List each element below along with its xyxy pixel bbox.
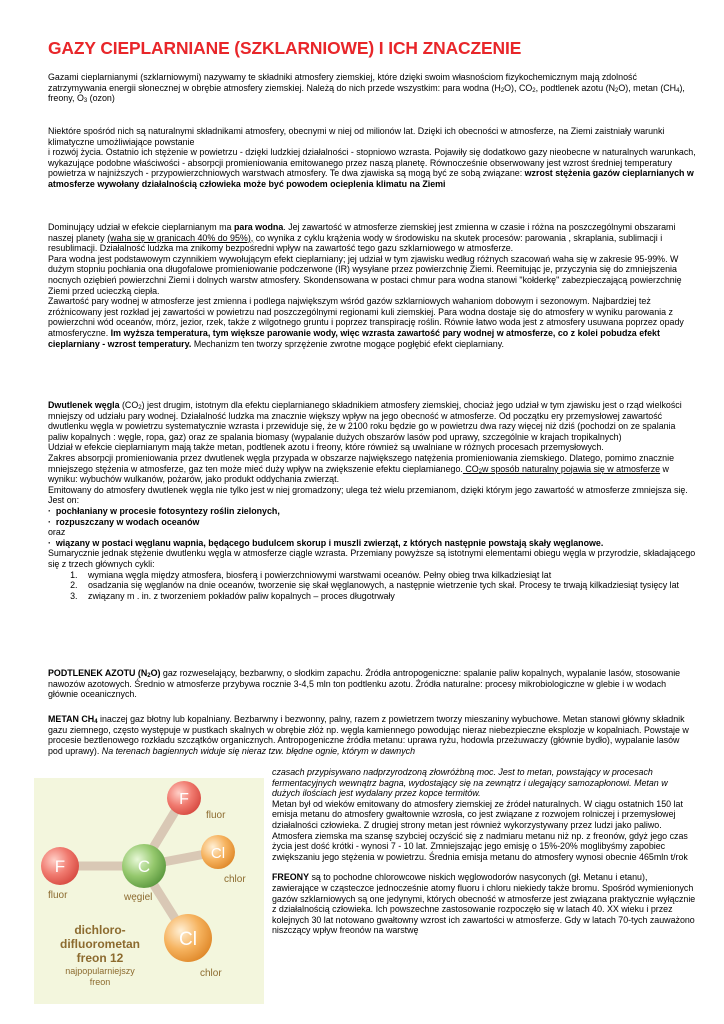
list-item: · rozpuszczany w wodach oceanów xyxy=(48,516,200,527)
atom-label: Cl xyxy=(179,929,197,950)
compound-name: difluorometan xyxy=(60,937,140,951)
chlor-label-mid: chlor xyxy=(224,874,246,885)
fluor-label-left: fluor xyxy=(48,890,68,901)
compound-caption: najpopularniejszy xyxy=(65,966,135,976)
compound-name: dichloro- xyxy=(74,923,126,937)
page-title: GAZY CIEPLARNIANE (SZKLARNIOWE) I ICH ZNACZENIE xyxy=(48,38,522,58)
fluor-label-top: fluor xyxy=(206,810,226,821)
intro-paragraph: Gazami cieplarnianymi (szklarniowymi) nazywamy te składniki atmosfery ziemskiej, które dzięki swoim własnościom fizykochemicznym mają zdolność zatrzymywania energii słonecznej w obrębie atmosfery ziemskiej. Należą do nich przede wszystkim: para wodna $(H_2O)$, $CO_2$, podtlenek azotu $(N_2O)$, metan $(CH_4)$, freony, $O_3$ (ozon) xyxy=(48,72,685,105)
water-vapour-section: Dominujący udział w efekcie cieplarnianym ma para wodna. Jej zawartość w atmosferze ziemskiej jest zmienna w czasie i różna na poszczególnymi obszarami naszej planety (waha się w granicach 40% do 95%), co wynika z cyklu krążenia wody w środowisku na skutek procesów: parowania , skraplania, sublimacji i resublimacji. Działalność ludzka ma znikomy bezpośredni wpływ na zawartość tego gazu szklarniowego w atmosferze. Para wodna jest podstawowym czynnikiem wywołującym efekt cieplarniany; jej udział w tym zjawisku według różnych szacowań waha się w zakresie 95-99%. W dużym stopniu pochłania ona długofalowe promieniowanie podczerwone (IR) wysyłane przez powierzchnię Ziemi. Reemitując je, przyczynia się do zmniejszenia nocnych oziębień powierzchni Ziemi i dolnych warstw atmosfery. Skondensowana w postaci chmur para wodna stanowi "kołderkę" zabezpieczającą powierzchnię Ziemi przed ucieczką ciepła. Zawartość pary wodnej w atmosferze jest zmienna i podlega największym wśród gazów szklarniowych wahaniom dobowym i sezonowym. Najbardziej też zróżnicowany jest rozkład jej zawartości w powietrzu nad poszczególnymi regionami kuli ziemskiej. Para wodna dostaje się do atmosfery w wyniku parowania z powierzchni wód oceanów, mórz, jezior, rzek, także z wilgotnego gruntu i poprzez transpirację roślin. Równie łatwo woda jest z atmosfery usuwana poprzez opady atmosferyczne. Im wyższa temperatura, tym większe parowanie wody, więc wzrasta zawartość pary wodnej w atmosferze, co z kolei pobudza efekt cieplarniany - wzrost temperatury. Mechanizm ten tworzy sprzężenie zwrotne mogące pogłębić efekt cieplarniany. xyxy=(48,222,684,349)
methane-section: METAN $CH_4$ inaczej gaz błotny lub kopalniany. Bezbarwny i bezwonny, palny, razem z powietrzem tworzy mieszaniny wybuchowe. Metan stanowi główny składnik gazu ziemnego, często występuje w pustkach skalnych w obrębie złóż np. węgla kamiennego powodując nieraz niebezpieczne eksplozje w kopalniach. Powstaje w procesie beztlenowego rozkładu szczątków organicznych. Antropogeniczne źródła metanu: uprawa ryżu, hodowla przeżuwaczy (głównie bydło), wypalanie lasów pod uprawy). Na terenach bagiennych widuje się nieraz tzw. błędne ognie, którym w dawnych xyxy=(48,714,689,756)
natural-components-paragraph: Niektóre spośród nich są naturalnymi składnikami atmosfery, obecnymi w niej od milionów lat. Dzięki ich obecności w atmosferze, na Ziemi zaistniały warunki klimatyczne umożliwiające powstanie i rozwój życia. Ostatnio ich stężenie w powietrzu - dzięki ludzkiej działalności - stopniowo wzrasta. Pojawiły się dodatkowo gazy nieobecne w naturalnych warunkach, wykazujące podobne właściwości - absorpcji promieniowania emitowanego przez naszą planetę. Równocześnie obserwowany jest wzrost średniej temperatury powietrza w najniższych - przypowierzchniowych warstwach atmosfery. Te dwa zjawiska są mogą być ze sobą związane: wzrost stężenia gazów cieplarnianych w atmosferze wywołany działalnością człowieka może być powodem ocieplenia klimatu na Ziemi xyxy=(48,126,696,189)
list-item: 2. osadzania się węglanów na dnie oceanów, tworzenie się skał węglanowych, a następnie wietrzenie tych skał. Procesy te trwają kilkadziesiąt tysięcy lat xyxy=(80,580,696,591)
carbon-cycles-list xyxy=(48,570,696,602)
list-item: 3. związany m . in. z tworzeniem pokładów paliw kopalnych – proces długotrwały xyxy=(80,591,696,602)
n2o-section: PODTLENEK AZOTU $(N_2O)$ gaz rozweselający, bezbarwny, o słodkim zapachu. Źródła antropogeniczne: spalanie paliw kopalnych, wypalanie lasów, stosowanie nawozów azotowych. Średnio w atmosferze przybywa rocznie 3-4,5 mln ton podtlenku azotu. Źródła naturalne: procesy mikrobiologiczne w glebie i w wodach głównie oceanicznych. xyxy=(48,668,681,700)
list-item: · pochłaniany w procesie fotosyntezy roślin zielonych, xyxy=(48,505,280,516)
compound-caption: freon xyxy=(89,977,111,987)
chlor-label-bottom: chlor xyxy=(200,968,222,979)
methane-continued: czasach przypisywano nadprzyrodzoną złowróżbną moc. Jest to metan, powstający w procesach fermentacyjnych wewnątrz bagna, wydostający się na zewnątrz i ulegający samozapłonowi. Metan w dużych ilościach jest wydalany przez kopce termitów. Metan był od wieków emitowany do atmosfery ziemskiej ze źródeł naturalnych. W ciągu ostatnich 150 lat emisja metanu do atmosfery gwałtownie wzrosła, co jest związane z rozwojem rolniczej i przemysłowej działalności człowieka. Z drugiej strony metan jest również wykorzystywany przez ludzi jako paliwo. Atmosfera ziemska ma szansę szybciej oczyścić się z nadmiaru metanu niż np. z freonów, gdyż jego czas życia jest dość krótki - wynosi 7 - 10 lat. Zmniejszając jego emisję o 15%-20% moglibyśmy zapobiec zwiększaniu jego stężenia w powietrzu. Średnia emisja metanu do atmosfery wynosi obecnie 465mln t/rok FREONY są to pochodne chlorowcowe niskich węglowodorów nasyconych (gł. Metanu i etanu), zawierające w cząsteczce jednocześnie atomy fluoru i chloru niekiedy także bromu. Spośród wymienionych gazów szklarniowych są one jedynymi, których obecność w atmosferze jest związana praktycznie wyłącznie z działalnością człowieka. Ich powszechne zastosowanie rozpoczęło się w latach 40. XX wieku i przez kolejnych 30 lat notowano gwałtowny wzrost ich zawartości w atmosferze. Gdy w latach 70-tych zauważono niszczący wpływ freonów na warstwę xyxy=(272,767,696,936)
wegiel-label: węgiel xyxy=(124,892,153,903)
atom-label: F xyxy=(54,857,66,876)
co2-section: Dwutlenek węgla $(CO_2)$ jest drugim, istotnym dla efektu cieplarnianego składnikiem atmosfery ziemskiej, chociaż jego udział w tym zjawisku jest o rząd wielkości mniejszy od udziału pary wodnej. Działalność ludzka ma znacznie większy wpływ na jego obecność w atmosferze. Od początku ery przemysłowej zawartość dwutlenku węgla w powietrzu systematycznie wzrasta i przewiduje się, że w 2100 roku będzie go w powietrzu dwa razy więcej niż dziś (pochodzi on ze spalania paliw kopalnych : węgle, ropa, gaz) oraz ze spalania biomasy (wypalanie dużych obszarów lasów pod uprawy, szczególnie w krajach tropikalnych) Udział w efekcie cieplarnianym mają także metan, podtlenek azotu i freony, które również są uwalniane w różnych procesach przemysłowych. Zakres absorpcji promieniowania przez dwutlenek węgla przypada w obszarze największego natężenia promieniowania ziemskiego. Dlatego, pomimo znacznie mniejszego stężenia w atmosferze, gaz ten może mieć duży wpływ na zwiększenie efektu cieplarnianego. $CO_2w$ sposób naturalny pojawia się w atmosferze w wyniku: wybuchów wulkanów, pożarów, jako produkt oddychania zwierząt. Emitowany do atmosfery dwutlenek węgla nie tylko jest w niej gromadzony; ulega też wielu przemianom, dzięki którym jego zawartość w atmosferze zmniejsza się. Jest on: · pochłaniany w procesie fotosyntezy roślin zielonych, · rozpuszczany w wodach oceanów oraz · wiązany w postaci węglanu wapnia, będącego budulcem skorup i muszli zwierząt, z których następnie powstają skały węglanowe. Sumarycznie jednak stężenie dwutlenku węgla w atmosferze ciągle wzrasta. Przemiany powyższe są istotnymi elementami obiegu węgla w przyrodzie, składającego się z trzech głównych cykli: 1. wymiana węgla między atmosfera, biosferą i powierzchniowymi warstwami oceanów. Pełny obieg trwa kilkadziesiąt lat 2. osadzania się węglanów na dnie oceanów, tworzenie się skał węglanowych, a następnie wietrzenie tych skał. Procesy te trwają kilkadziesiąt tysięcy lat 3. związany m . in. z tworzeniem pokładów paliw kopalnych – proces długotrwały xyxy=(48,400,696,601)
co2-sinks-list xyxy=(48,506,696,527)
compound-name: freon 12 xyxy=(76,951,124,965)
molecule-diagram xyxy=(34,778,264,1004)
list-item: · wiązany w postaci węglanu wapnia, będącego budulcem skorup i muszli zwierząt, z których następnie powstają skały węglanowe. xyxy=(48,537,604,548)
atom-label: C xyxy=(137,857,151,876)
freon-molecule-illustration xyxy=(34,778,264,1004)
atom-label: F xyxy=(179,791,189,808)
list-item: 1. wymiana węgla między atmosfera, biosferą i powierzchniowymi warstwami oceanów. Pełny obieg trwa kilkadziesiąt lat xyxy=(80,570,696,581)
atom-label: Cl xyxy=(210,845,226,862)
